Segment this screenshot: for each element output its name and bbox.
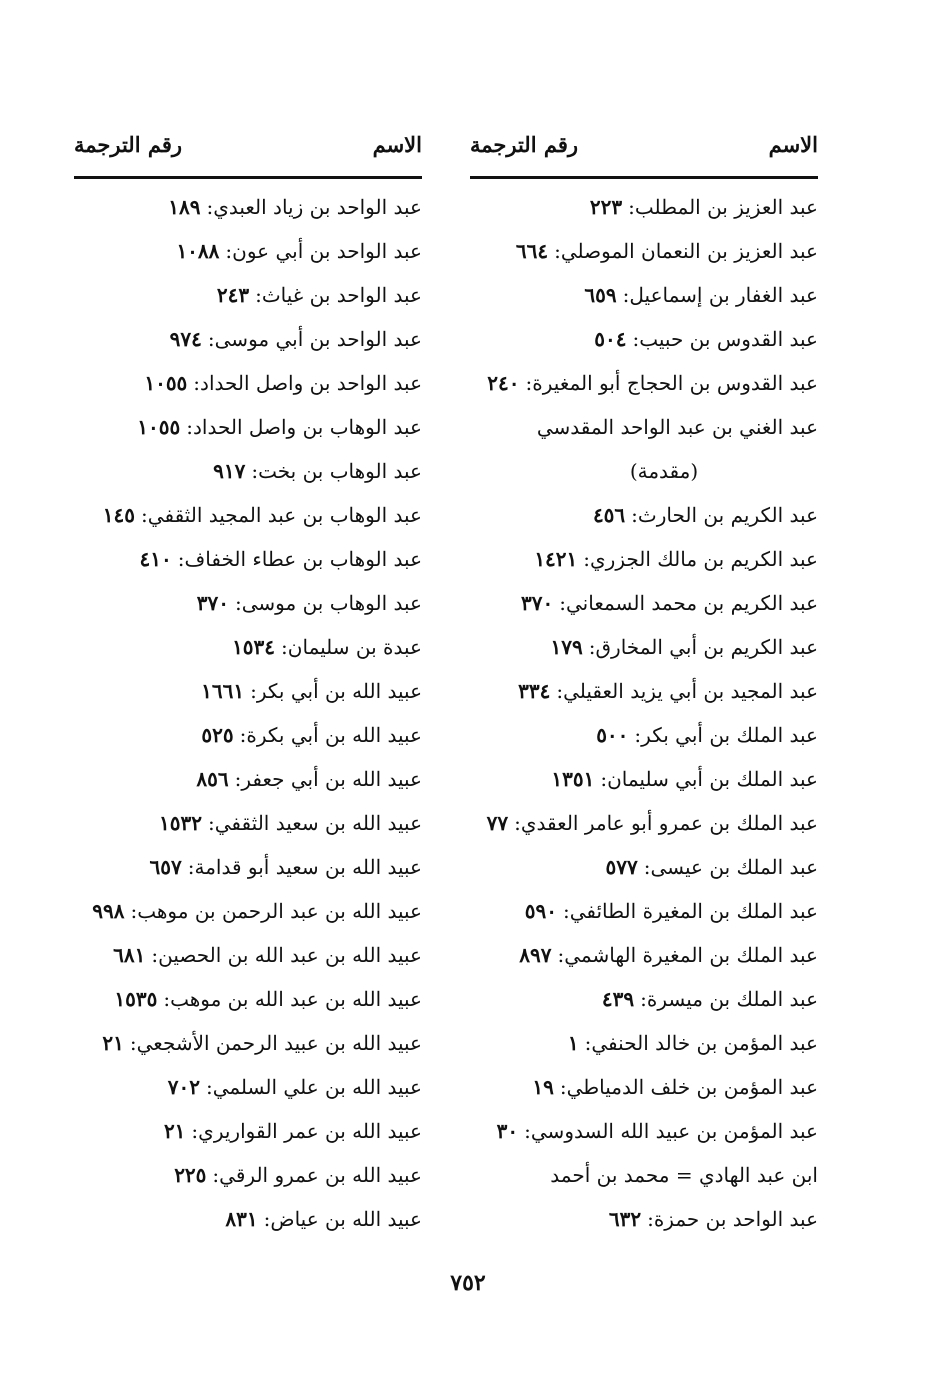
index-entry bbox=[74, 1021, 422, 1065]
entry-separator: : bbox=[225, 239, 233, 263]
entry-number: ٢٤٣ bbox=[216, 283, 250, 307]
entry-separator: : bbox=[234, 591, 242, 615]
entry-separator: : bbox=[525, 371, 533, 395]
index-entry bbox=[470, 625, 818, 669]
index-entry bbox=[470, 581, 818, 625]
entry-number: ٨٩٧ bbox=[519, 943, 552, 967]
entry-separator: : bbox=[559, 1075, 567, 1099]
index-entry bbox=[74, 1153, 422, 1197]
entry-name: عبيد الله بن أبي بكرة bbox=[246, 723, 422, 747]
entry-name: عبد المؤمن بن عبيد الله السدوسي bbox=[530, 1119, 818, 1143]
index-entry bbox=[74, 273, 422, 317]
entry-name: عبد الكريم بن محمد السمعاني bbox=[565, 591, 818, 615]
entry-name: عبد الملك بن أبي بكر bbox=[641, 723, 818, 747]
entry-separator: : bbox=[191, 1119, 199, 1143]
entry-number: ٢١ bbox=[163, 1119, 186, 1143]
entry-separator: : bbox=[557, 943, 565, 967]
index-entry bbox=[74, 317, 422, 361]
entry-number: ٣٣٤ bbox=[518, 679, 551, 703]
entry-separator: : bbox=[554, 239, 561, 263]
entry-number: ٤١٠ bbox=[139, 547, 172, 571]
entry-number: ٥٩٠ bbox=[524, 899, 557, 923]
entry-number: ٣٧٠ bbox=[521, 591, 554, 615]
entry-number: ٥٧٧ bbox=[605, 855, 638, 879]
entry-number: ١٠٥٥ bbox=[144, 371, 188, 395]
index-entry bbox=[470, 801, 818, 845]
entry-number: ٥٢٥ bbox=[201, 723, 234, 747]
entry-number: ١٩ bbox=[532, 1075, 554, 1099]
entry-number: ٧٧ bbox=[486, 811, 509, 835]
entry-name: عبيد الله بن عبد الله بن موهب bbox=[170, 987, 422, 1011]
entry-number: ٥٠٠ bbox=[596, 723, 629, 747]
entry-separator: : bbox=[205, 1075, 213, 1099]
index-entry bbox=[470, 1065, 818, 1109]
entry-number: ١٤٥ bbox=[102, 503, 136, 527]
entry-number: ٧٠٢ bbox=[167, 1075, 200, 1099]
entry-name: عبد الوهاب بن عطاء الخفاف bbox=[184, 547, 422, 571]
entry-separator: : bbox=[643, 855, 651, 879]
index-entry bbox=[74, 889, 422, 933]
index-entry bbox=[470, 1021, 818, 1065]
index-entry bbox=[74, 361, 422, 405]
index-entry bbox=[470, 933, 818, 977]
index-entry bbox=[74, 625, 422, 669]
entry-separator: : bbox=[524, 1119, 531, 1143]
index-entry bbox=[470, 1109, 818, 1153]
entry-name: عبد الوهاب بن عبد المجيد الثقفي bbox=[147, 503, 422, 527]
entry-separator: : bbox=[250, 679, 257, 703]
entry-number: ١٠٨٨ bbox=[176, 239, 220, 263]
entry-separator: : bbox=[187, 855, 195, 879]
index-entry bbox=[470, 273, 818, 317]
entry-separator: : bbox=[255, 283, 262, 307]
entry-name: عبد العزيز بن النعمان الموصلي bbox=[560, 239, 818, 263]
entry-separator: : bbox=[628, 195, 635, 219]
entry-number: ٦٦٤ bbox=[515, 239, 549, 263]
header-rule bbox=[470, 176, 818, 179]
index-entry bbox=[74, 669, 422, 713]
index-entry bbox=[74, 229, 422, 273]
entry-name: (مقدمة) bbox=[629, 459, 699, 483]
entry-number: ١٣٥١ bbox=[551, 767, 595, 791]
entry-name: عبيد الله بن عمر القواريري bbox=[198, 1119, 422, 1143]
number-header: رقم الترجمة bbox=[74, 131, 183, 157]
entry-separator: : bbox=[583, 547, 591, 571]
entry-separator: : bbox=[634, 723, 642, 747]
entry-number: ٢٢٣ bbox=[589, 195, 623, 219]
entry-separator: : bbox=[151, 943, 159, 967]
index-entry bbox=[470, 493, 818, 537]
entry-name: عبيد الله بن عبد الله بن الحصين bbox=[158, 943, 422, 967]
entry-number: ٢٢٥ bbox=[174, 1163, 207, 1187]
index-entry bbox=[74, 537, 422, 581]
index-entry bbox=[470, 977, 818, 1021]
entry-separator: : bbox=[234, 767, 242, 791]
entry-name: عبد الملك بن المغيرة الهاشمي bbox=[564, 943, 818, 967]
entry-separator: : bbox=[647, 1207, 654, 1231]
name-header: الاسم bbox=[768, 131, 818, 157]
index-entry bbox=[470, 185, 818, 229]
entry-number: ٥٠٤ bbox=[594, 327, 627, 351]
index-entry bbox=[470, 317, 818, 361]
entry-name: عبد الواحد بن زياد العبدي bbox=[213, 195, 422, 219]
entry-number: ٣٧٠ bbox=[196, 591, 229, 615]
entry-name: عبد الملك بن عيسى bbox=[650, 855, 818, 879]
entry-name: عبد القدوس بن حبيب bbox=[639, 327, 818, 351]
entry-number: ١ bbox=[567, 1031, 579, 1055]
entry-name: عبد الوهاب بن بخت bbox=[258, 459, 422, 483]
entry-number: ٦٥٩ bbox=[584, 283, 617, 307]
entry-number: ٩٧٤ bbox=[169, 327, 202, 351]
entry-name: عبيد الله بن عياض bbox=[270, 1207, 422, 1231]
entry-separator: : bbox=[186, 415, 193, 439]
entry-name: عبد الواحد بن حمزة bbox=[653, 1207, 818, 1231]
entry-separator: : bbox=[588, 635, 596, 659]
entry-name: ابن عبد الهادي = محمد بن أحمد bbox=[550, 1163, 818, 1187]
entry-number: ٤٥٦ bbox=[592, 503, 626, 527]
entry-separator: : bbox=[556, 679, 564, 703]
entry-number: ٤٣٩ bbox=[601, 987, 635, 1011]
entry-number: ١٥٣٤ bbox=[232, 635, 276, 659]
entry-name: عبد الغفار بن إسماعيل bbox=[629, 283, 818, 307]
entry-separator: : bbox=[141, 503, 148, 527]
entry-name: عبيد الله بن سعيد الثقفي bbox=[214, 811, 422, 835]
entry-number: ٩٩٨ bbox=[92, 899, 125, 923]
entry-name: عبد الواحد بن واصل الحداد bbox=[200, 371, 422, 395]
entry-separator: : bbox=[212, 1163, 220, 1187]
index-entry bbox=[470, 1197, 818, 1241]
entry-name: عبيد الله بن عبد الرحمن بن موهب bbox=[137, 899, 422, 923]
entry-name: عبيد الله بن علي السلمي bbox=[212, 1075, 422, 1099]
index-entry bbox=[74, 449, 422, 493]
index-entry bbox=[74, 1109, 422, 1153]
entry-number: ١٥٣٢ bbox=[159, 811, 202, 835]
entry-name: عبد الوهاب بن واصل الحداد bbox=[192, 415, 422, 439]
entry-name: عبد العزيز بن المطلب bbox=[634, 195, 818, 219]
entry-separator: : bbox=[600, 767, 608, 791]
entry-name: عبد الملك بن عمرو أبو عامر العقدي bbox=[520, 811, 818, 835]
entry-separator: : bbox=[263, 1207, 271, 1231]
entry-name: عبيد الله بن سعيد أبو قدامة bbox=[194, 855, 422, 879]
entry-separator: : bbox=[208, 811, 215, 835]
entry-number: ١٥٣٥ bbox=[114, 987, 158, 1011]
entry-separator: : bbox=[632, 327, 640, 351]
index-entry bbox=[470, 1153, 818, 1197]
entry-number: ١٦٦١ bbox=[201, 679, 245, 703]
entry-name: عبد الواحد بن أبي عون bbox=[232, 239, 422, 263]
index-entry bbox=[74, 845, 422, 889]
index-entry bbox=[74, 493, 422, 537]
index-column-left bbox=[74, 118, 422, 1241]
entry-separator: : bbox=[206, 195, 214, 219]
index-entry bbox=[470, 405, 818, 449]
entry-name: عبد الوهاب بن موسى bbox=[241, 591, 422, 615]
entry-name: عبيد الله بن عبيد الرحمن الأشجعي bbox=[136, 1031, 422, 1055]
entry-separator: : bbox=[640, 987, 647, 1011]
entry-number: ٩١٧ bbox=[213, 459, 246, 483]
entry-separator: : bbox=[559, 591, 566, 615]
entry-number: ١٤٢١ bbox=[534, 547, 578, 571]
entry-name: عبيد الله بن عمرو الرقي bbox=[219, 1163, 422, 1187]
index-entry bbox=[470, 845, 818, 889]
entry-separator: : bbox=[514, 811, 521, 835]
entry-separator: : bbox=[129, 1031, 137, 1055]
entry-separator: : bbox=[584, 1031, 592, 1055]
entry-number: ١٨٩ bbox=[168, 195, 201, 219]
entry-name: عبد الكريم بن الحارث bbox=[637, 503, 818, 527]
entry-number: ٦٨١ bbox=[113, 943, 146, 967]
entry-name: عبد الملك بن أبي سليمان bbox=[607, 767, 818, 791]
page-number: ٧٥٢ bbox=[450, 1270, 486, 1296]
entry-name: عبدة بن سليمان bbox=[287, 635, 422, 659]
entry-number: ٦٣٢ bbox=[608, 1207, 642, 1231]
index-entry bbox=[74, 713, 422, 757]
index-entry bbox=[470, 537, 818, 581]
entry-separator: : bbox=[177, 547, 185, 571]
index-entry bbox=[74, 757, 422, 801]
entry-number: ٨٣١ bbox=[225, 1207, 258, 1231]
entry-name: عبد الكريم بن مالك الجزري bbox=[590, 547, 818, 571]
index-entry bbox=[470, 889, 818, 933]
entry-name: عبد المجيد بن أبي يزيد العقيلي bbox=[563, 679, 818, 703]
entry-separator: : bbox=[163, 987, 171, 1011]
index-entry bbox=[470, 449, 818, 493]
entry-number: ٨٥٦ bbox=[196, 767, 229, 791]
entry-number: ١٧٩ bbox=[550, 635, 583, 659]
index-entry bbox=[470, 669, 818, 713]
header-rule bbox=[74, 176, 422, 179]
entry-separator: : bbox=[251, 459, 259, 483]
entry-name: عبد الملك بن المغيرة الطائفي bbox=[569, 899, 818, 923]
index-entry bbox=[74, 405, 422, 449]
entry-list bbox=[74, 185, 422, 1241]
entry-name: عبد الملك بن ميسرة bbox=[646, 987, 818, 1011]
index-column-right bbox=[470, 118, 818, 1241]
index-entry bbox=[470, 361, 818, 405]
entry-separator: : bbox=[622, 283, 630, 307]
index-entry bbox=[74, 581, 422, 625]
index-entry bbox=[470, 713, 818, 757]
entry-name: عبيد الله بن أبي بكر bbox=[256, 679, 422, 703]
entry-separator: : bbox=[281, 635, 288, 659]
entry-name: عبد الواحد بن غياث bbox=[261, 283, 422, 307]
number-header: رقم الترجمة bbox=[470, 131, 579, 157]
entry-name: عبد الغني بن عبد الواحد المقدسي bbox=[536, 415, 818, 439]
entry-name: عبد الواحد بن أبي موسى bbox=[214, 327, 422, 351]
index-entry bbox=[74, 977, 422, 1021]
column-header bbox=[74, 118, 422, 170]
entry-name: عبد القدوس بن الحجاج أبو المغيرة bbox=[532, 371, 818, 395]
entry-separator: : bbox=[193, 371, 201, 395]
entry-separator: : bbox=[631, 503, 638, 527]
entry-name: عبيد الله بن أبي جعفر bbox=[241, 767, 422, 791]
entry-name: عبد الكريم بن أبي المخارق bbox=[595, 635, 818, 659]
entry-separator: : bbox=[562, 899, 570, 923]
index-entry bbox=[470, 229, 818, 273]
index-entry bbox=[74, 933, 422, 977]
entry-number: ٢١ bbox=[102, 1031, 124, 1055]
entry-separator: : bbox=[130, 899, 138, 923]
entry-separator: : bbox=[207, 327, 215, 351]
index-entry bbox=[74, 1065, 422, 1109]
entry-name: عبد المؤمن بن خالد الحنفي bbox=[591, 1031, 818, 1055]
entry-list bbox=[470, 185, 818, 1241]
name-header: الاسم bbox=[372, 131, 422, 157]
entry-name: عبد المؤمن بن خلف الدمياطي bbox=[566, 1075, 818, 1099]
entry-separator: : bbox=[239, 723, 247, 747]
entry-number: ٦٥٧ bbox=[149, 855, 182, 879]
index-entry bbox=[470, 757, 818, 801]
index-entry bbox=[74, 185, 422, 229]
column-header bbox=[470, 118, 818, 170]
index-entry bbox=[74, 1197, 422, 1241]
entry-number: ٣٠ bbox=[496, 1119, 519, 1143]
entry-number: ١٠٥٥ bbox=[137, 415, 181, 439]
entry-number: ٢٤٠ bbox=[487, 371, 520, 395]
index-entry bbox=[74, 801, 422, 845]
